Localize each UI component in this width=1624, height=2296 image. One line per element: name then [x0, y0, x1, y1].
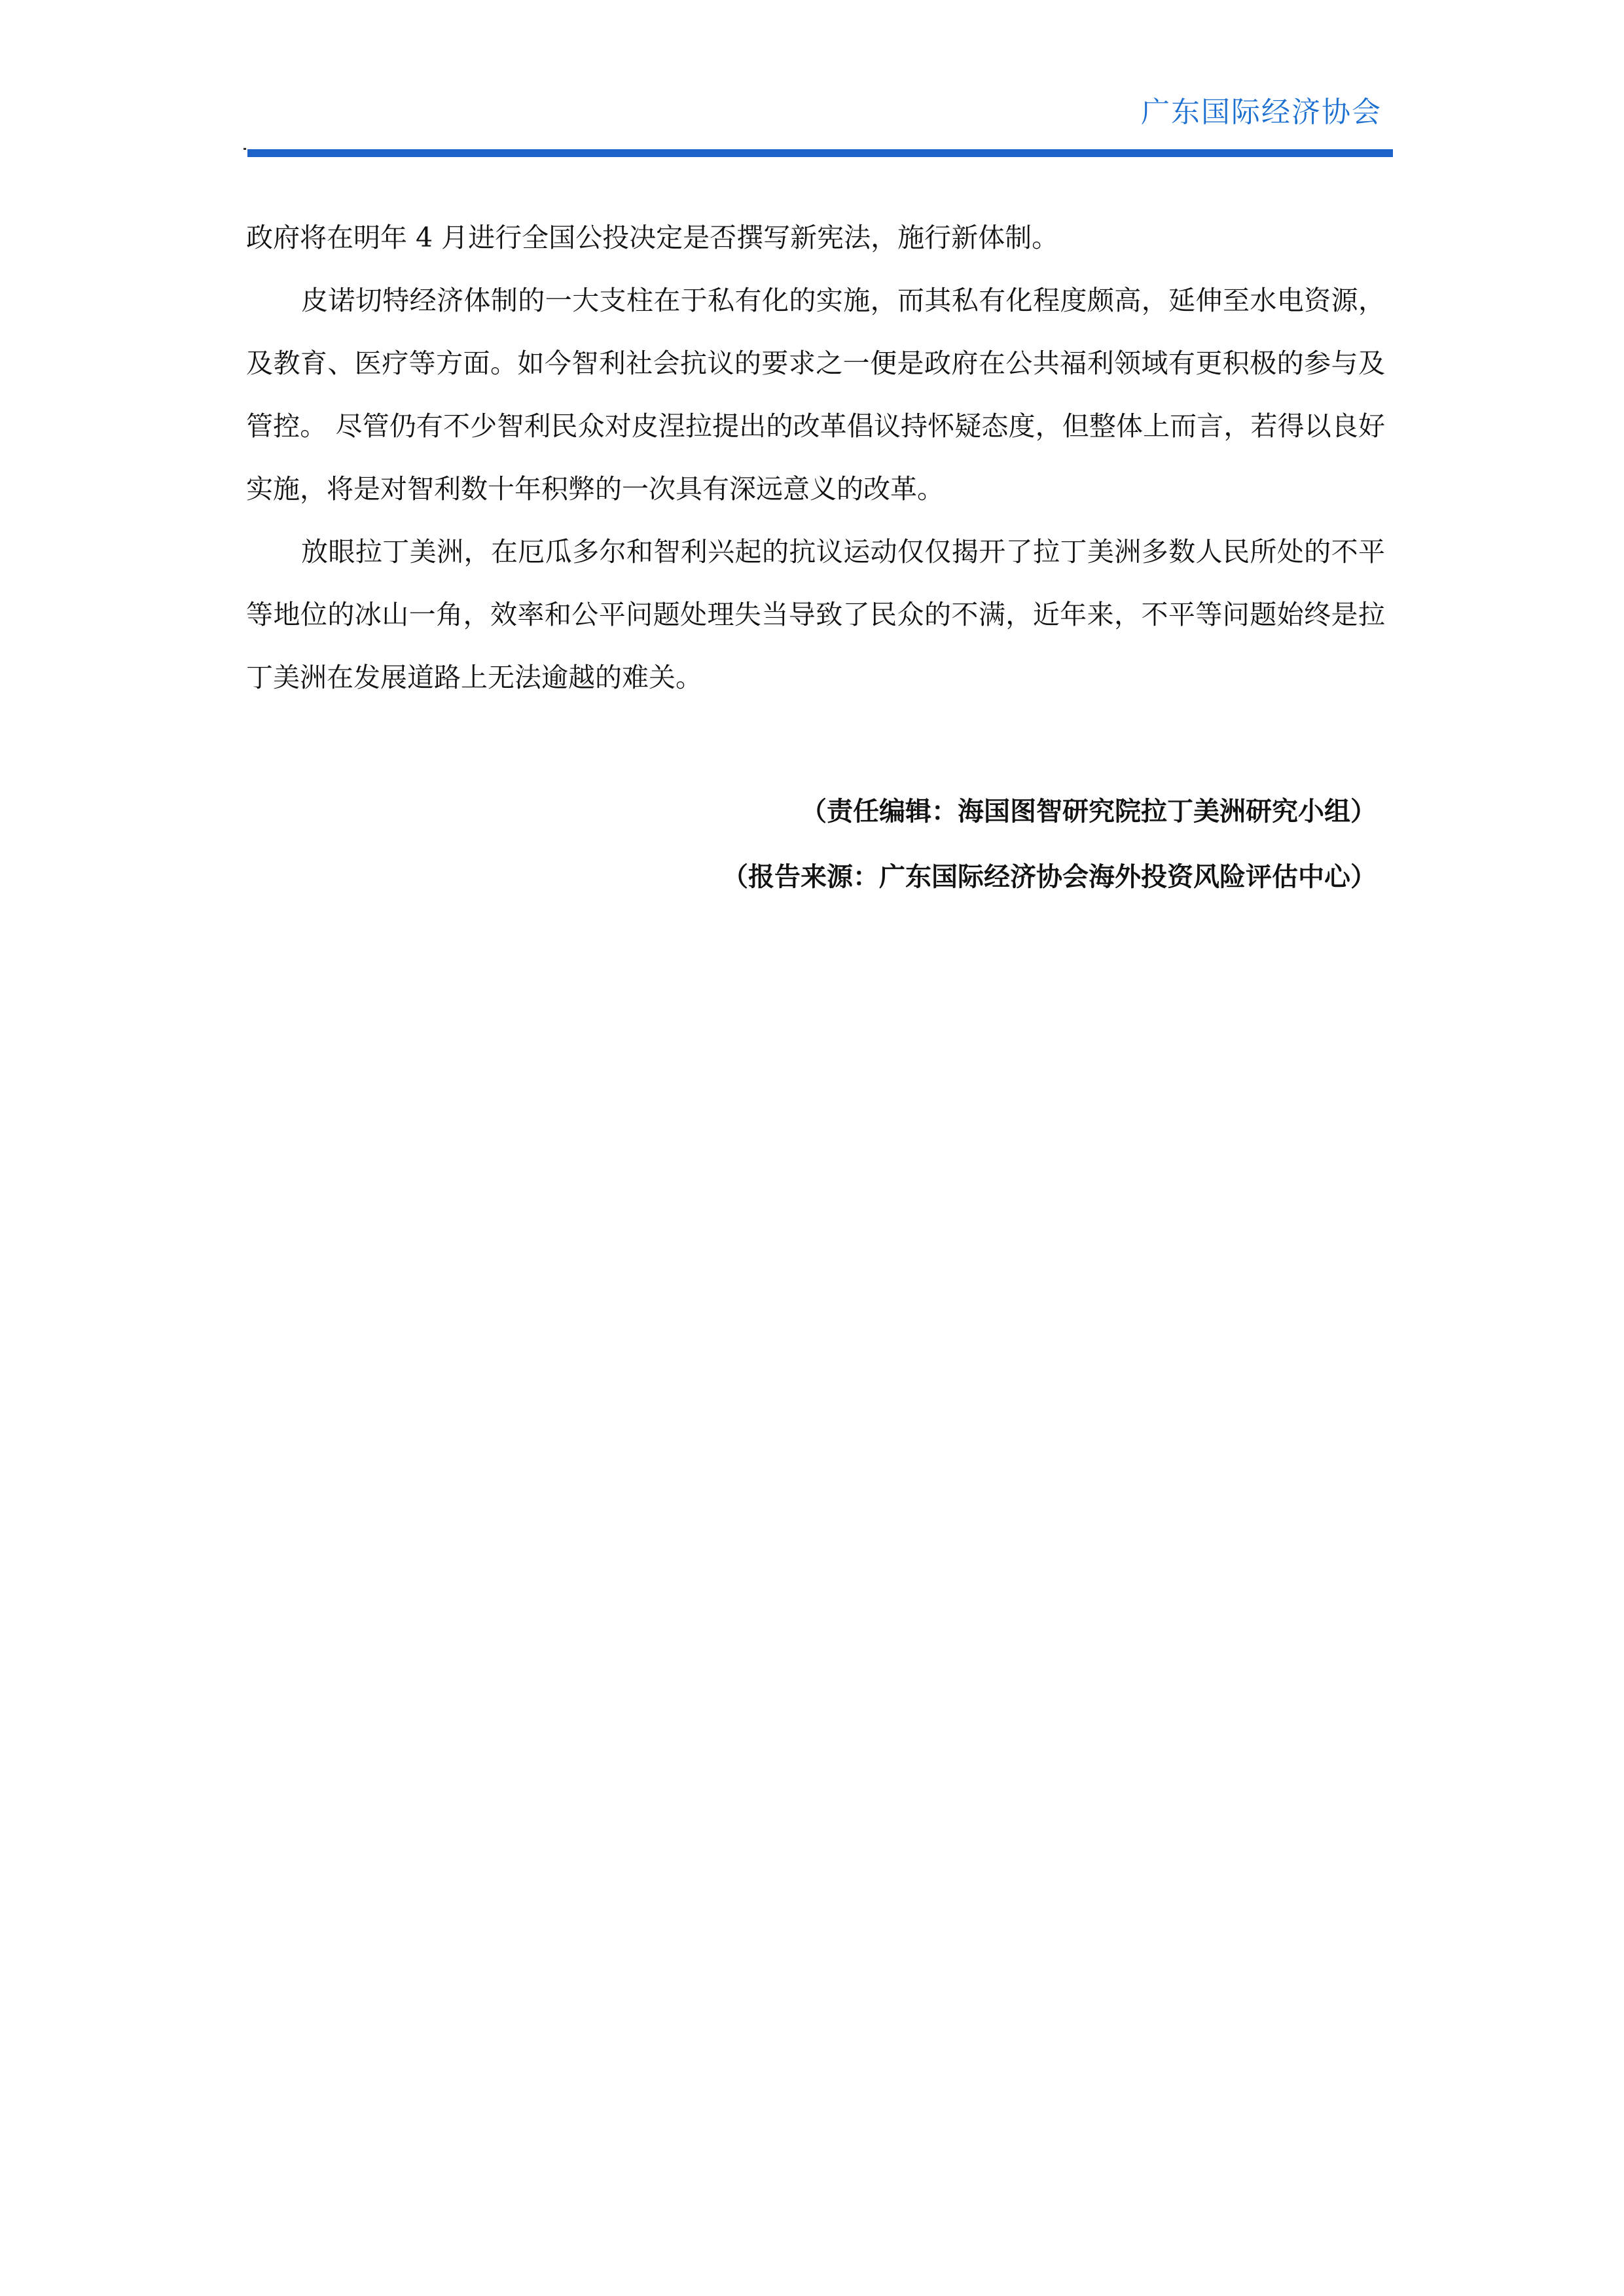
source-credit: （报告来源：广东国际经济协会海外投资风险评估中心）	[722, 862, 1377, 892]
header-organization-name: 广东国际经济协会	[1141, 96, 1382, 129]
header-rule-tick	[244, 148, 246, 150]
credits-block	[722, 779, 1377, 910]
paragraph-privatization: 皮诺切特经济体制的一大支柱在于私有化的实施，而其私有化程度颇高，延伸至水电资源，及教育、医疗等方面。如今智利社会抗议的要求之一便是政府在公共福利领域有更积极的参与及管控。 尽管仍有不少智利民众对皮涅拉提出的改革倡议持怀疑态度，但整体上而言，若得以良好实施，将是对智利数十年积弊的一次具有深远意义的改革。	[246, 285, 1385, 505]
paragraph-latin-america: 放眼拉丁美洲，在厄瓜多尔和智利兴起的抗议运动仅仅揭开了拉丁美洲多数人民所处的不平等地位的冰山一角，效率和公平问题处理失当导致了民众的不满，近年来，不平等问题始终是拉丁美洲在发展道路上无法逾越的难关。	[246, 536, 1385, 693]
article-body	[246, 206, 1385, 709]
editor-credit: （责任编辑：海国图智研究院拉丁美洲研究小组）	[801, 797, 1377, 827]
header-divider-rule	[247, 149, 1393, 157]
paragraph-continuation: 政府将在明年 4 月进行全国公投决定是否撰写新宪法，施行新体制。	[246, 222, 1059, 253]
